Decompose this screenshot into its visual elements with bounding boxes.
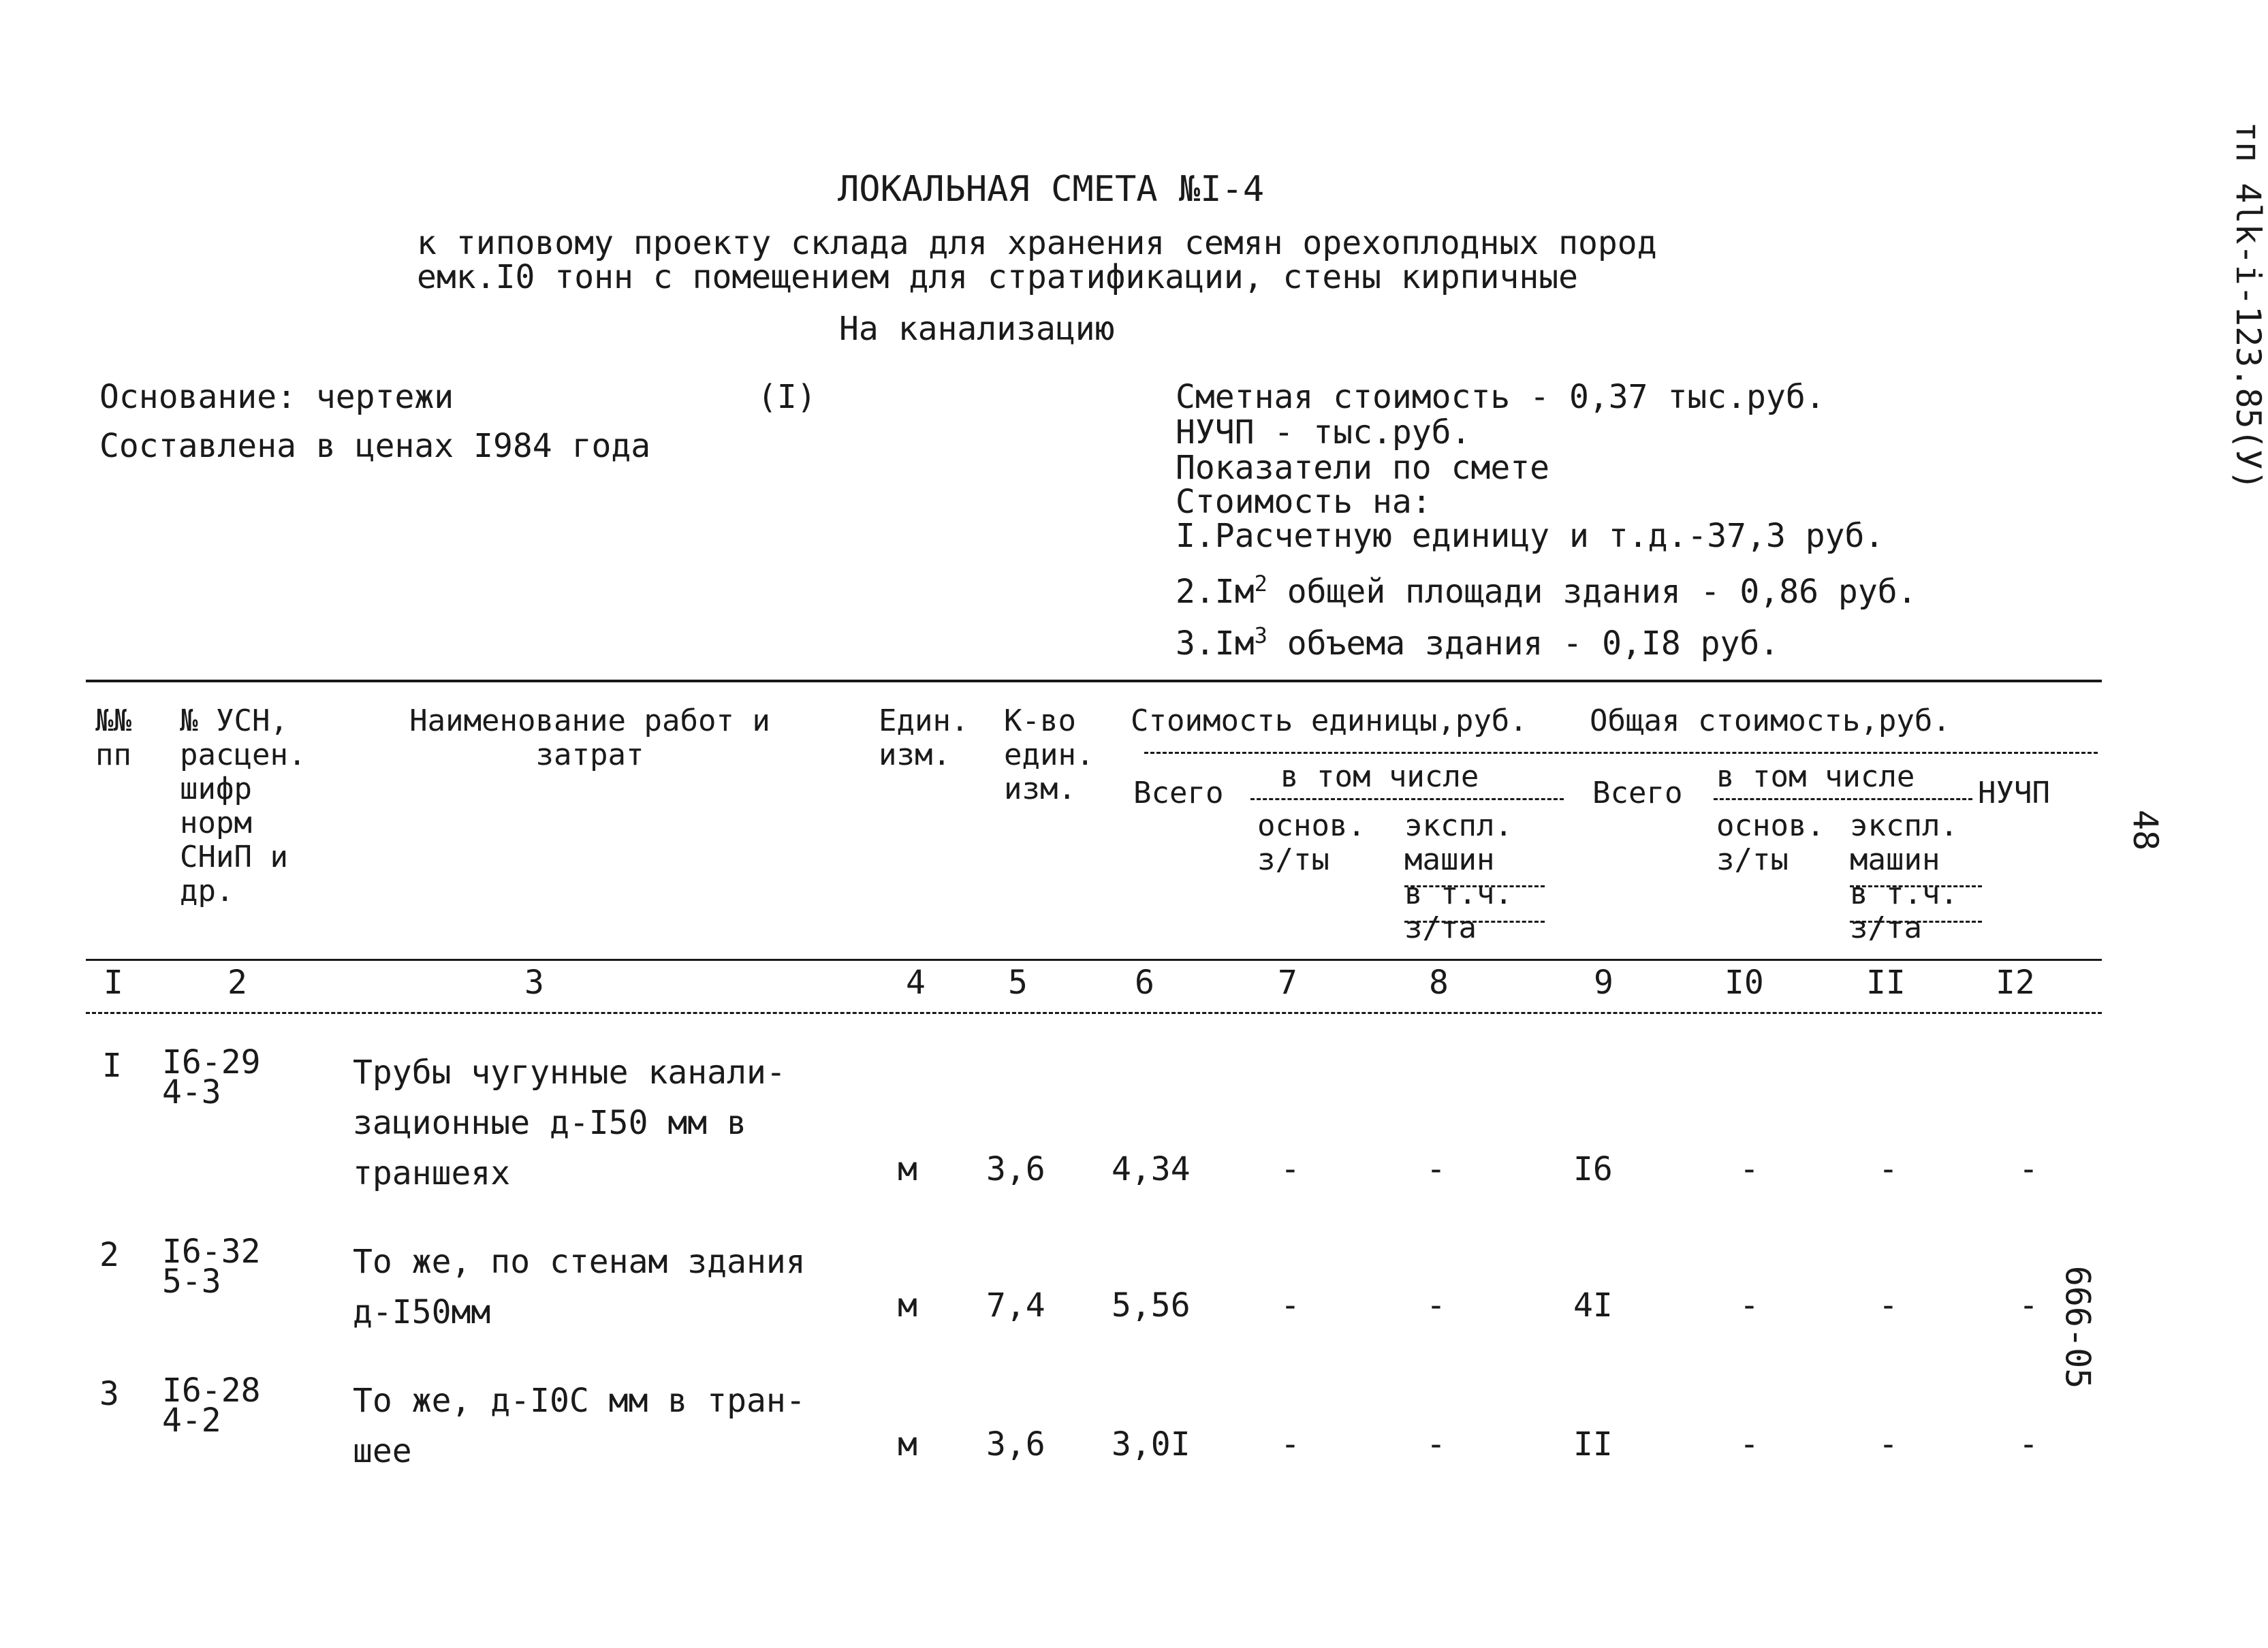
row-c8: - [1426, 1425, 1446, 1463]
row-c12: - [2019, 1286, 2038, 1325]
row-unit: м [898, 1286, 917, 1325]
row-unit-cost: 4,34 [1112, 1150, 1191, 1188]
colnum-3: 3 [524, 964, 544, 1002]
estimated-cost: Сметная стоимость - 0,37 тыс.руб. [1176, 378, 1825, 416]
estimate-indicators: Показатели по смете [1176, 449, 1550, 487]
header-col1: №№ пп [95, 703, 131, 772]
basis-label: Основание: чертежи [99, 378, 454, 416]
header-unit-incl: в том числе [1280, 759, 1479, 794]
header-col4: Един. изм. [879, 703, 969, 772]
row-num: 3 [99, 1375, 119, 1413]
colnum-9: 9 [1594, 964, 1613, 1002]
price-year-label: Составлена в ценах I984 года [99, 427, 651, 465]
header-unit-total: Всего [1133, 776, 1224, 810]
cost-for-label: Стоимость на: [1176, 483, 1432, 521]
nuchp-cost: НУЧП - тыс.руб. [1176, 413, 1471, 451]
row-c11: - [1878, 1286, 1898, 1325]
row-c7: - [1280, 1286, 1300, 1325]
header-unit-basic-wage: основ. з/ты [1257, 808, 1366, 877]
colnum-7: 7 [1278, 964, 1297, 1002]
row-name: Трубы чугунные канали- зационные д-I50 мм в траншеях [353, 1053, 786, 1192]
row-qty: 3,6 [986, 1150, 1045, 1188]
row-unit-cost: 5,56 [1112, 1286, 1191, 1325]
unit-subgroup-line [1250, 798, 1564, 800]
row-unit: м [898, 1425, 917, 1463]
colnum-11: II [1866, 964, 1906, 1002]
header-total-total: Всего [1592, 776, 1683, 810]
row-num: 2 [99, 1236, 119, 1274]
colnum-1: I [104, 964, 123, 1002]
basis-number: (I) [757, 378, 817, 416]
colnum-4: 4 [906, 964, 926, 1002]
document-title: ЛОКАЛЬНАЯ СМЕТА №I-4 [838, 169, 1265, 210]
column-number-rule [86, 1012, 2102, 1014]
header-total-incl: в том числе [1716, 759, 1915, 794]
header-unit-machine: экспл. машин в т.ч. з/та [1404, 808, 1513, 945]
row-code: I6-28 4-2 [162, 1372, 261, 1440]
section-title: На канализацию [839, 310, 1115, 348]
row-c12: - [2019, 1150, 2038, 1188]
row-code: I6-29 4-3 [162, 1043, 261, 1111]
header-total-machine: экспл. машин в т.ч. з/та [1850, 808, 1958, 945]
row-c11: - [1878, 1425, 1898, 1463]
row-c7: - [1280, 1150, 1300, 1188]
header-bottom-rule [86, 959, 2102, 961]
colnum-8: 8 [1429, 964, 1449, 1002]
header-total-basic-wage: основ. з/ты [1716, 808, 1825, 877]
document-subtitle-line2: емк.I0 тонн с помещением для стратификации, стены кирпичные [417, 258, 1579, 296]
row-qty: 7,4 [986, 1286, 1045, 1325]
row-c11: - [1878, 1150, 1898, 1188]
row-num: I [102, 1047, 122, 1085]
indicator-item-1: I.Расчетную единицу и т.д.-37,3 руб. [1176, 517, 1885, 555]
row-total: I6 [1573, 1150, 1613, 1188]
header-total-group: Общая стоимость,руб. [1590, 703, 1951, 738]
row-c8: - [1426, 1150, 1446, 1188]
row-c10: - [1739, 1150, 1759, 1188]
row-total: 4I [1573, 1286, 1613, 1325]
row-c10: - [1739, 1425, 1759, 1463]
row-c8: - [1426, 1286, 1446, 1325]
row-unit-cost: 3,0I [1112, 1425, 1191, 1463]
table-top-rule [86, 680, 2102, 682]
header-group-divider [1144, 752, 2098, 754]
row-code: I6-32 5-3 [162, 1233, 261, 1301]
header-col2: № УСН, расцен. шифр норм СНиП и др. [180, 703, 306, 908]
row-name: То же, д-I0С мм в тран- шее [353, 1382, 806, 1470]
indicator-item-3: $3.Iм^3$ объема здания - 0,I8 руб. [1176, 622, 1780, 663]
header-total-nuchp: НУЧП [1978, 776, 2050, 810]
colnum-2: 2 [227, 964, 247, 1002]
row-qty: 3,6 [986, 1425, 1045, 1463]
colnum-12: I2 [1996, 964, 2035, 1002]
side-project-code: тп 4lk-i-123.85(У) [2228, 121, 2268, 490]
header-col5: К-во един. изм. [1004, 703, 1094, 806]
header-col3: Наименование работ и затрат [409, 703, 770, 772]
colnum-10: I0 [1724, 964, 1764, 1002]
row-name: То же, по стенам здания д-I50мм [353, 1243, 806, 1331]
colnum-5: 5 [1008, 964, 1028, 1002]
row-unit: м [898, 1150, 917, 1188]
row-c12: - [2019, 1425, 2038, 1463]
header-unit-group: Стоимость единицы,руб. [1131, 703, 1528, 738]
row-c7: - [1280, 1425, 1300, 1463]
colnum-6: 6 [1135, 964, 1154, 1002]
total-subgroup-line [1714, 798, 1972, 800]
indicator-item-2: $2.Iм^2$ общей площади здания - 0,86 руб. [1176, 571, 1917, 611]
page-number: 48 [2126, 809, 2166, 851]
row-c10: - [1739, 1286, 1759, 1325]
document-subtitle-line1: к типовому проекту склада для хранения семян орехоплодных пород [417, 224, 1657, 262]
row-total: II [1573, 1425, 1613, 1463]
stamp-number: 666-05 [2058, 1265, 2098, 1389]
